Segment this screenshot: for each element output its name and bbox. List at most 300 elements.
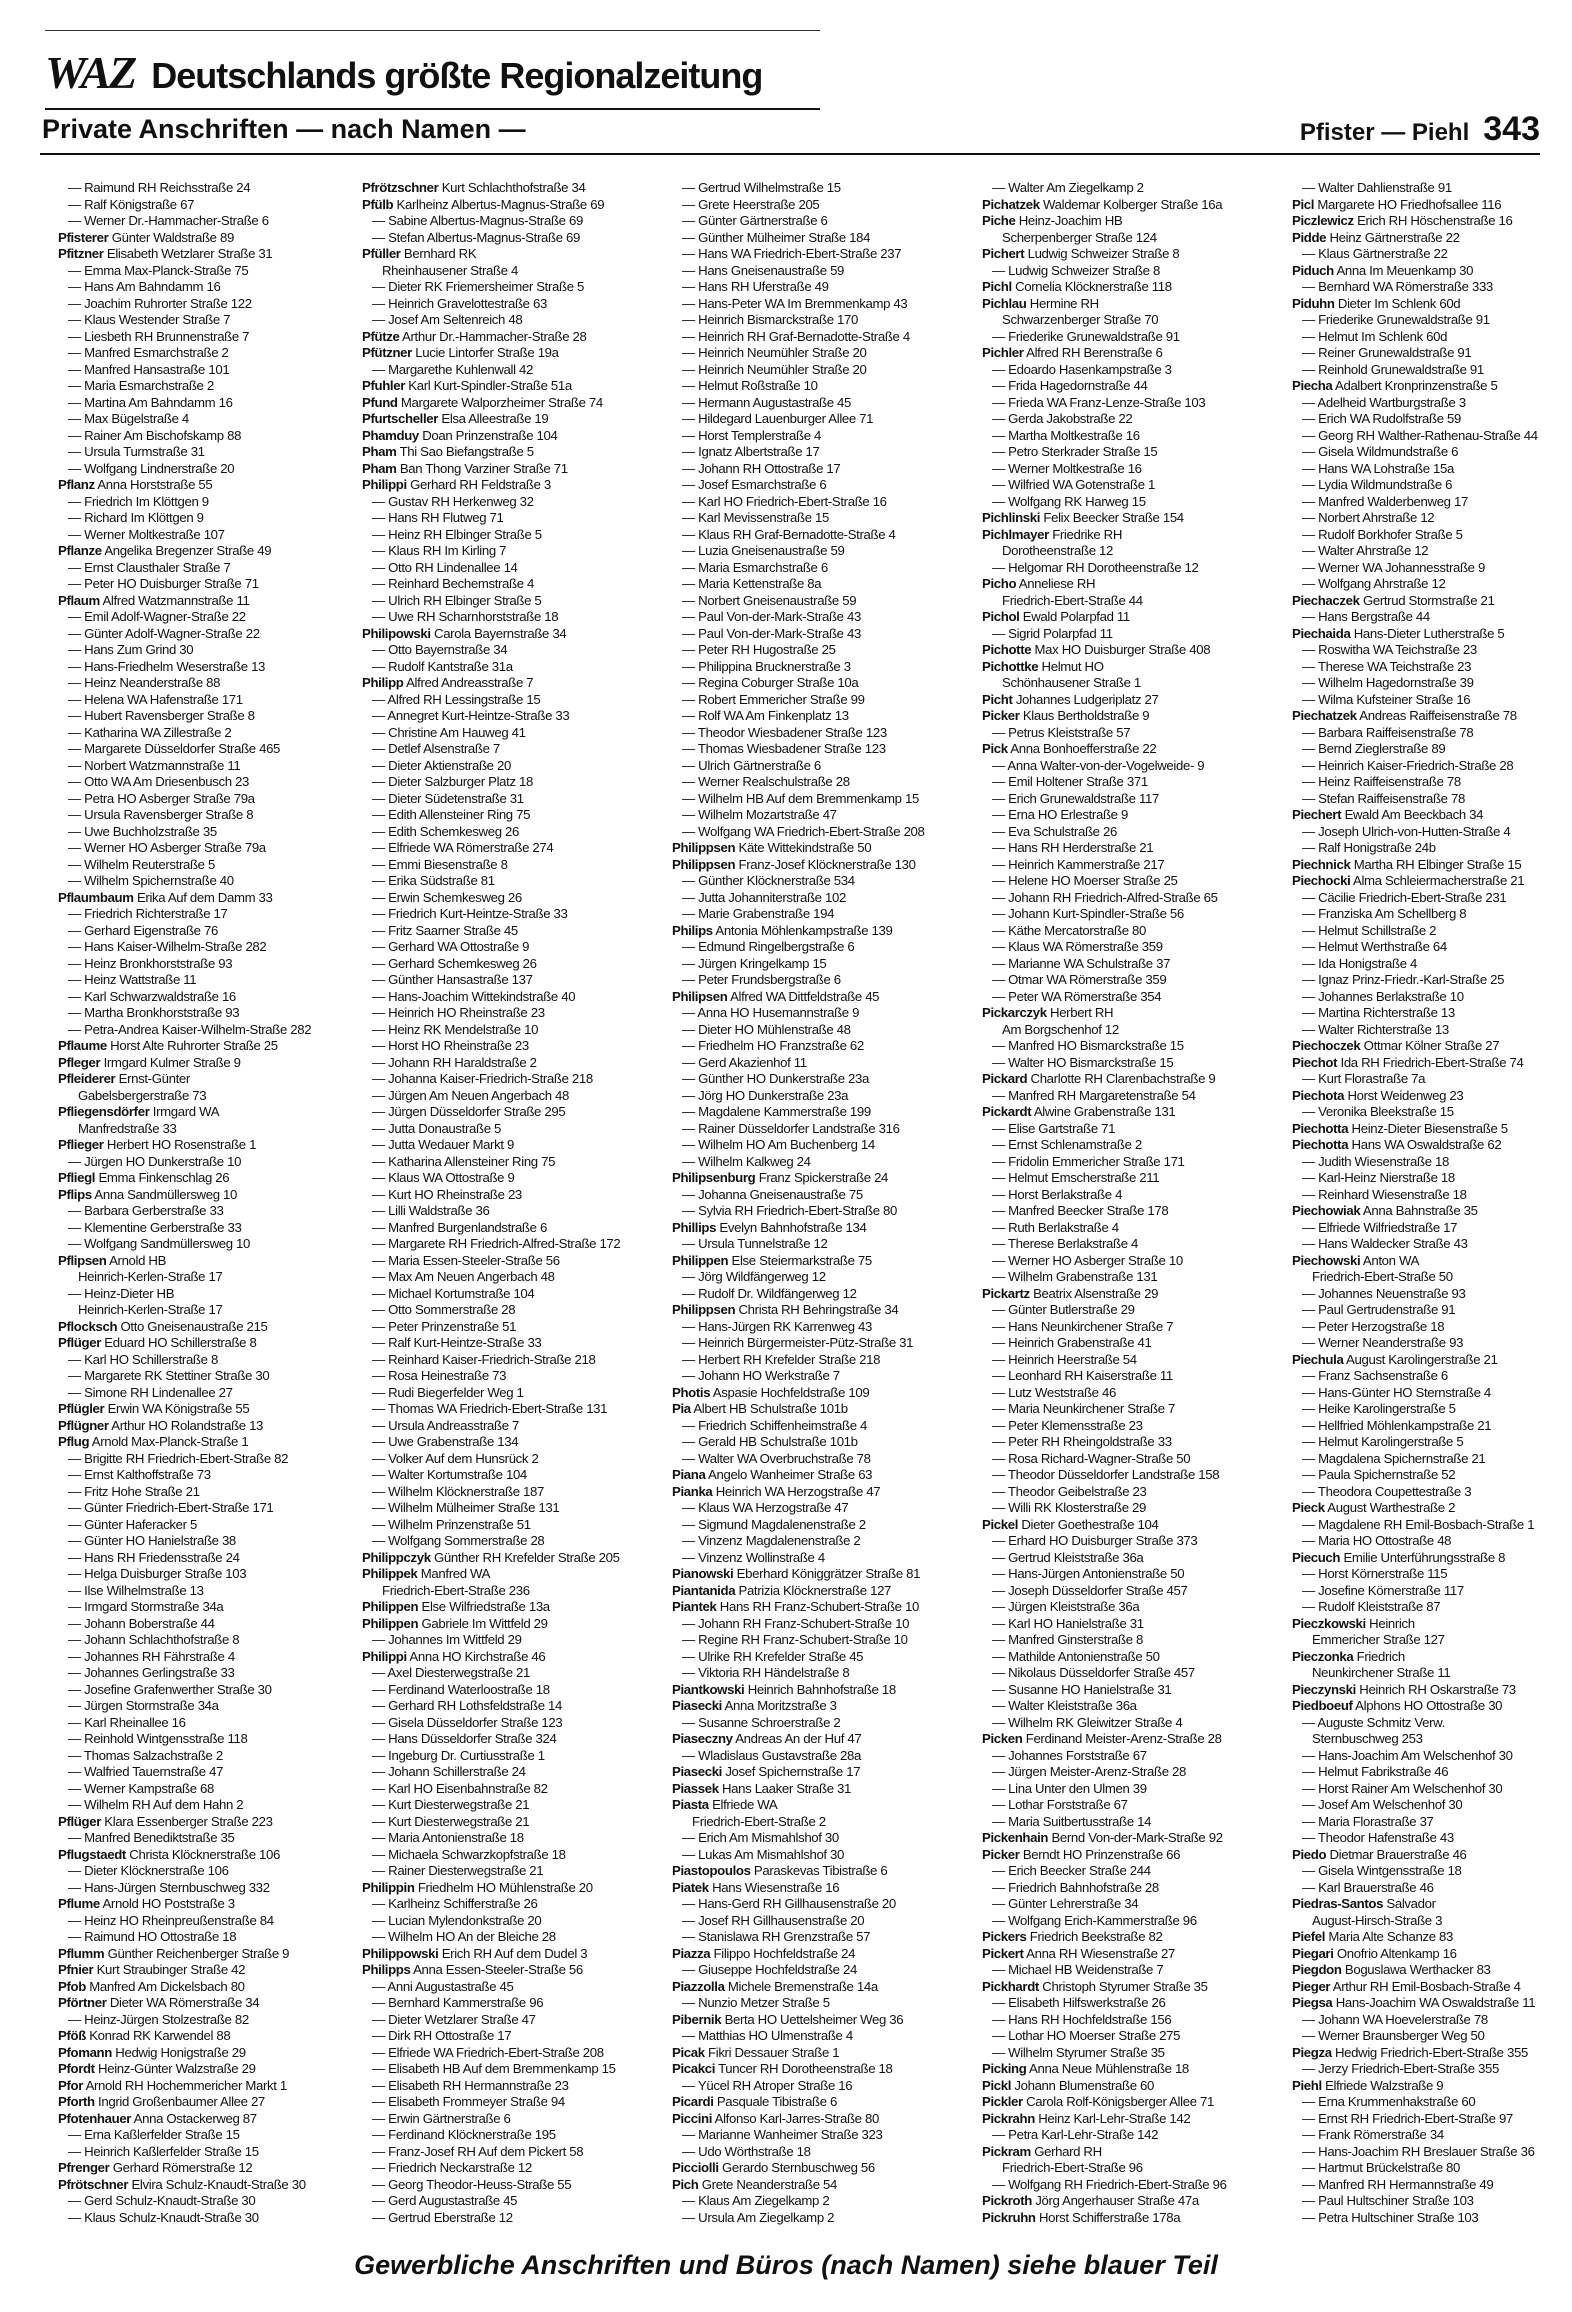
directory-entry: Friedrich-Ebert-Straße 2 [692,1813,826,1829]
directory-entry: — Marie Grabenstraße 194 [682,906,835,921]
directory-entry: — Wilhelm Klöcknerstraße 187 [372,1483,544,1499]
directory-entry: — Joseph Düsseldorfer Straße 457 [992,1582,1188,1598]
directory-entry: — Günther HO Dunkerstraße 23a [682,1071,870,1086]
directory-entry: Picakci Tuncer RH Dorotheenstraße 18 [672,2061,893,2076]
directory-entry: Pfnier Kurt Straubinger Straße 42 [58,1962,246,1977]
directory-entry: — Grete Heerstraße 205 [682,196,820,212]
directory-entry: — Karl Mevissenstraße 15 [682,510,829,525]
directory-entry: — Hans RH Flutweg 71 [372,510,504,525]
directory-entry: Am Borgschenhof 12 [1002,1021,1119,1037]
directory-entry: — Heinz HO Rheinpreußenstraße 84 [68,1912,274,1928]
directory-entry: — Ulrich Gärtnerstraße 6 [682,757,821,773]
directory-entry: — Ursula Ravensberger Straße 8 [68,807,254,822]
directory-entry: — Margarethe Kuhlenwall 42 [372,361,533,377]
directory-entry: Philipsen Alfred WA Dittfeldstraße 45 [672,988,880,1004]
directory-entry: Piatek Hans Wiesenstraße 16 [672,1879,840,1895]
directory-entry: — Rosa Heinestraße 73 [372,1368,507,1383]
directory-entry: — Johann Schillerstraße 24 [372,1764,526,1779]
directory-entry: — Heinrich Heerstraße 54 [992,1351,1137,1367]
directory-entry: — Udo Wörthstraße 18 [682,2143,811,2159]
directory-entry: — Karl Schwarzwaldstraße 16 [68,988,236,1004]
directory-entry: — Jürgen Kringelkamp 15 [682,955,827,971]
directory-entry: Picker Berndt HO Prinzenstraße 66 [982,1846,1181,1862]
directory-entry: — Reinhard Kaiser-Friedrich-Straße 218 [372,1351,596,1367]
directory-entry: — Reinhard Wiesenstraße 18 [1302,1186,1467,1202]
directory-entry: — Günter Haferacker 5 [68,1516,197,1532]
directory-entry: — Heinrich RH Graf-Bernadotte-Straße 4 [682,328,910,344]
directory-entry: — Walter Dahlienstraße 91 [1302,180,1452,195]
directory-entry: Pflips Anna Sandmüllersweg 10 [58,1186,237,1202]
directory-entry: — Bernd Zieglerstraße 89 [1302,741,1446,756]
directory-entry: — Erich WA Rudolfstraße 59 [1302,411,1461,426]
directory-entry: Picking Anna Neue Mühlenstraße 18 [982,2061,1189,2076]
directory-entry: Picker Klaus Bertholdstraße 9 [982,708,1150,723]
directory-entry: — Helmut Werthstraße 64 [1302,939,1447,954]
directory-entry: — Johann RH Franz-Schubert-Straße 10 [682,1615,910,1631]
directory-entry: — Elisabeth RH Hermannstraße 23 [372,2077,569,2093]
directory-entry: Pichert Ludwig Schweizer Straße 8 [982,246,1180,261]
directory-entry: — Fridolin Emmericher Straße 171 [992,1153,1185,1169]
directory-entry: Pickl Johann Blumenstraße 60 [982,2077,1155,2093]
directory-entry: — Paul Von-der-Mark-Straße 43 [682,625,861,641]
directory-entry: Pham Thi Sao Biefangstraße 5 [362,444,534,459]
directory-entry: Piechotta Hans WA Oswaldstraße 62 [1292,1137,1502,1152]
directory-entry: — Ludwig Schweizer Straße 8 [992,262,1160,278]
directory-entry: Piechota Horst Weidenweg 23 [1292,1087,1464,1103]
directory-entry: — Dieter Wetzlarer Straße 47 [372,2011,536,2027]
newspaper-logo: WAZ [45,47,136,98]
directory-entry: — Heinz RK Mendelstraße 10 [372,1021,539,1037]
directory-entry: — Manfred Walderbenweg 17 [1302,493,1468,509]
directory-entry: — Friedrich Richterstraße 17 [68,906,228,921]
directory-entry: — Horst Berlakstraße 4 [992,1186,1123,1202]
directory-entry: Pfützner Lucie Lintorfer Straße 19a [362,345,559,360]
directory-entry: — Gerhard Eigenstraße 76 [68,922,218,938]
directory-entry: Piedo Dietmar Brauerstraße 46 [1292,1846,1467,1862]
directory-entry: — Yücel RH Atroper Straße 16 [682,2077,853,2093]
directory-entry: Pfütze Arthur Dr.-Hammacher-Straße 28 [362,328,587,344]
directory-entry: — Gertrud Wilhelmstraße 15 [682,180,841,195]
directory-entry: — Nikolaus Düsseldorfer Straße 457 [992,1665,1195,1680]
directory-entry: — Ursula Andreasstraße 7 [372,1417,519,1433]
directory-entry: — Nunzio Metzer Straße 5 [682,1995,830,2010]
directory-entry: Philippin Friedhelm HO Mühlenstraße 20 [362,1879,593,1895]
directory-entry: — Hans WA Lohstraße 15a [1302,460,1454,476]
directory-entry: — Werner Neanderstraße 93 [1302,1335,1464,1350]
directory-entry: — Günter Butlerstraße 29 [992,1302,1135,1317]
directory-entry: Piana Angelo Wanheimer Straße 63 [672,1467,873,1482]
directory-entry: — Dieter Aktienstraße 20 [372,757,511,773]
directory-entry: — Jerzy Friedrich-Ebert-Straße 355 [1302,2061,1499,2076]
directory-entry: — Wolfgang Sommerstraße 28 [372,1533,545,1548]
directory-entry: — Katharina WA Zillestraße 2 [68,724,232,740]
directory-entry: — Heinz Neanderstraße 88 [68,675,221,690]
directory-entry: — Joseph Ulrich-von-Hutten-Straße 4 [1302,823,1511,839]
directory-entry: Pfund Margarete Walporzheimer Straße 74 [362,394,603,410]
directory-entry: — Peter Prinzenstraße 51 [372,1318,517,1334]
directory-entry: Friedrich-Ebert-Straße 96 [1002,2160,1143,2175]
directory-entry: — Johann HO Werkstraße 7 [682,1368,840,1383]
directory-entry: — Manfred Ginsterstraße 8 [992,1632,1144,1647]
directory-entry: Pflaume Horst Alte Ruhrorter Straße 25 [58,1038,278,1053]
directory-entry: — Annegret Kurt-Heintze-Straße 33 [372,708,570,723]
directory-entry: — Hans Bergstraße 44 [1302,609,1430,624]
directory-entry: — Ruth Berlakstraße 4 [992,1219,1119,1235]
directory-entry: — Maria Kettenstraße 8a [682,576,822,591]
directory-entry: — Josefine Körnerstraße 117 [1302,1582,1464,1598]
directory-entry: — Frieda WA Franz-Lenze-Straße 103 [992,394,1206,410]
directory-entry: Piechatzek Andreas Raiffeisenstraße 78 [1292,708,1517,723]
directory-entry: — Heinrich HO Rheinstraße 23 [372,1005,545,1020]
directory-entry: Pfliegensdörfer Irmgard WA [58,1104,220,1119]
directory-entry: — Paul Hultschiner Straße 103 [1302,2193,1474,2208]
directory-entry: — Elise Gartstraße 71 [992,1120,1116,1136]
directory-entry: — Walter WA Overbruchstraße 78 [682,1450,871,1466]
directory-entry: — Hans RH Hochfeldstraße 156 [992,2011,1172,2027]
directory-columns [40,180,1540,2230]
directory-entry: — Gerald HB Schulstraße 101b [682,1434,858,1449]
directory-entry: — Erna Krummenhakstraße 60 [1302,2094,1476,2109]
directory-entry: Philippi Gerhard RH Feldstraße 3 [362,477,551,492]
directory-entry: — Ernst Kalthoffstraße 73 [68,1467,211,1482]
directory-entry: — Ursula Am Ziegelkamp 2 [682,2209,835,2225]
directory-entry: — Horst HO Rheinstraße 23 [372,1038,529,1053]
directory-entry: — Ernst RH Friedrich-Ebert-Straße 97 [1302,2110,1513,2126]
directory-entry: — Lothar HO Moerser Straße 275 [992,2028,1181,2043]
directory-entry: Pham Ban Thong Varziner Straße 71 [362,460,568,476]
directory-entry: — Anni Augustastraße 45 [372,1978,514,1994]
directory-entry: — Heinz-Jürgen Stolzestraße 82 [68,2011,249,2027]
directory-entry: — Horst Templerstraße 4 [682,427,822,443]
directory-entry: — Walter Am Ziegelkamp 2 [992,180,1144,195]
directory-entry: — Helmut Schillstraße 2 [1302,922,1437,938]
directory-entry: — Elisabeth Hilfswerkstraße 26 [992,1995,1166,2010]
directory-entry: — Ignaz Prinz-Friedr.-Karl-Straße 25 [1302,972,1505,987]
directory-entry: Pickers Friedrich Beekstraße 82 [982,1929,1163,1944]
directory-entry: — Manfred Benediktstraße 35 [68,1830,235,1845]
directory-entry: — Rainer Diesterwegstraße 21 [372,1863,544,1878]
directory-entry: — Klaus RH Im Kirling 7 [372,543,507,558]
directory-entry: — Wolfgang RH Friedrich-Ebert-Straße 96 [992,2176,1227,2192]
directory-entry: — Emma Max-Planck-Straße 75 [68,262,249,278]
directory-entry: — Jutta Johanniterstraße 102 [682,889,846,905]
directory-entry: — Otto RH Lindenallee 14 [372,559,518,575]
directory-entry: — Jürgen Kleiststraße 36a [992,1599,1140,1614]
directory-entry: — Jörg Wildfängerweg 12 [682,1269,826,1284]
directory-entry: Pfrenger Gerhard Römerstraße 12 [58,2160,253,2175]
section-title: Private Anschriften — nach Namen — [42,114,526,144]
directory-entry: — Edith Allensteiner Ring 75 [372,807,531,822]
directory-entry: — Hildegard Lauenburger Allee 71 [682,411,874,426]
directory-entry: Pflaumbaum Erika Auf dem Damm 33 [58,889,273,905]
directory-entry: — Helmut Im Schlenk 60d [1302,328,1448,344]
directory-entry: Pickroth Jörg Angerhauser Straße 47a [982,2193,1199,2208]
directory-entry: — Heinz Bronkhorststraße 93 [68,955,233,971]
directory-entry: — Helmut Emscherstraße 211 [992,1170,1160,1185]
directory-entry: Philipp Alfred Andreasstraße 7 [362,675,534,690]
directory-entry: — Wilhelm Styrumer Straße 35 [992,2044,1165,2060]
directory-entry: — Rosa Richard-Wagner-Straße 50 [992,1450,1191,1466]
directory-entry: — Klaus RH Graf-Bernadotte-Straße 4 [682,526,896,542]
directory-entry: — Elisabeth Frommeyer Straße 94 [372,2094,565,2109]
directory-entry: — Ernst Schlenamstraße 2 [992,1137,1142,1152]
directory-entry: — Joachim Ruhrorter Straße 122 [68,295,252,311]
directory-entry: — Uwe RH Scharnhorststraße 18 [372,609,559,624]
directory-entry: — Simone RH Lindenallee 27 [68,1384,233,1400]
directory-entry: Pichlmayer Friedrike RH [982,526,1122,542]
directory-entry: — Karlheinz Schifferstraße 26 [372,1896,538,1911]
directory-entry: — Heinz-Dieter HB [68,1285,175,1301]
directory-entry: — Axel Diesterwegstraße 21 [372,1665,531,1680]
directory-entry: — Reinhold Grunewaldstraße 91 [1302,361,1484,377]
directory-entry: — Heinrich Neumühler Straße 20 [682,361,867,377]
directory-entry: — Rudolf Kleiststraße 87 [1302,1599,1441,1614]
directory-entry: — Josefine Grafenwerther Straße 30 [68,1681,272,1697]
directory-entry: — Hans-Joachim Wittekindstraße 40 [372,988,576,1004]
directory-entry: — Wilhelm Spichernstraße 40 [68,873,234,888]
directory-entry: Pfüller Bernhard RK [362,246,477,261]
directory-entry: — Frank Römerstraße 34 [1302,2127,1444,2142]
directory-entry: — Klaus Westender Straße 7 [68,312,231,327]
directory-column-3 [672,180,982,2230]
directory-entry: — Peter Frundsbergstraße 6 [682,972,841,987]
directory-entry: — Martha Bronkhorststraße 93 [68,1005,240,1020]
directory-entry: — Petro Sterkrader Straße 15 [992,444,1158,459]
directory-entry: — Herbert RH Krefelder Straße 218 [682,1351,881,1367]
directory-entry: — Wilma Kufsteiner Straße 16 [1302,691,1471,707]
directory-entry: — Martina Am Bahndamm 16 [68,394,233,410]
directory-entry: — Werner Braunsberger Weg 50 [1302,2028,1485,2043]
directory-entry: — Margarete Düsseldorfer Straße 465 [68,741,281,756]
directory-entry: — Fritz Hohe Straße 21 [68,1483,200,1499]
directory-entry: Piechocki Alma Schleiermacherstraße 21 [1292,873,1525,888]
directory-entry: — Reinhard Bechemstraße 4 [372,576,535,591]
directory-entry: — Klaus WA Ottostraße 9 [372,1170,515,1185]
directory-entry: Scherpenberger Straße 124 [1002,229,1157,245]
directory-entry: — Vinzenz Magdalenenstraße 2 [682,1533,861,1548]
directory-entry: Piecuch Emilie Unterführungsstraße 8 [1292,1549,1506,1565]
directory-entry: — Alfred RH Lessingstraße 15 [372,691,541,707]
directory-entry: — Maria Essen-Steeler-Straße 56 [372,1252,560,1268]
directory-entry: — Hellfried Möhlenkampstraße 21 [1302,1417,1492,1433]
directory-entry: — Edmund Ringelbergstraße 6 [682,939,855,954]
directory-entry: — Kurt Diesterwegstraße 21 [372,1797,530,1812]
directory-entry: — Ingeburg Dr. Curtiusstraße 1 [372,1747,545,1763]
directory-entry: — Peter Herzogstraße 18 [1302,1318,1445,1334]
directory-entry: — Erich Beecker Straße 244 [992,1863,1151,1878]
directory-entry: — Judith Wiesenstraße 18 [1302,1153,1449,1169]
directory-entry: — Klaus Gärtnerstraße 22 [1302,246,1448,261]
directory-entry: Piechoczek Ottmar Kölner Straße 27 [1292,1038,1500,1053]
directory-entry: — Johannes Neuenstraße 93 [1302,1285,1466,1301]
directory-entry: Pichotte Max HO Duisburger Straße 408 [982,642,1211,657]
directory-entry: — Walfried Tauernstraße 47 [68,1764,224,1779]
directory-entry: — Günther Klöcknerstraße 534 [682,873,855,888]
directory-entry: — Dieter HO Mühlenstraße 48 [682,1021,851,1037]
directory-entry: — Roswitha WA Teichstraße 23 [1302,642,1477,657]
directory-entry: — Gertrud Eberstraße 12 [372,2209,513,2225]
directory-entry: — Heike Karolingerstraße 5 [1302,1401,1456,1416]
directory-entry: — Edoardo Hasenkampstraße 3 [992,361,1172,377]
directory-entry: Pflügner Arthur HO Rolandstraße 13 [58,1417,264,1433]
directory-entry: — Peter WA Römerstraße 354 [992,988,1162,1004]
directory-entry: — Wilhelm HO Am Buchenberg 14 [682,1137,875,1152]
directory-entry: — Heinrich Bürgermeister-Pütz-Straße 31 [682,1335,914,1350]
directory-entry: — Johann Kurt-Spindler-Straße 56 [992,906,1184,921]
directory-entry: — Max Bügelstraße 4 [68,411,189,426]
page-number: 343 [1483,110,1540,148]
directory-entry: Philipsenburg Franz Spickerstraße 24 [672,1170,889,1185]
directory-entry: — Wolfgang Erich-Kammerstraße 96 [992,1912,1197,1928]
directory-entry: Piedras-Santos Salvador [1292,1896,1436,1911]
directory-entry: Rheinhausener Straße 4 [382,262,518,278]
directory-entry: — Wilhelm HB Auf dem Bremmenkamp 15 [682,790,919,806]
directory-entry: — Günter Lehrerstraße 34 [992,1896,1139,1911]
directory-entry: — Emil Adolf-Wagner-Straße 22 [68,609,246,624]
directory-entry: — Ida Honigstraße 4 [1302,955,1418,971]
directory-entry: — Heinz Wattstraße 11 [68,972,197,987]
directory-entry: Piegari Onofrio Altenkamp 16 [1292,1945,1457,1961]
directory-entry: Pflocksch Otto Gneisenaustraße 215 [58,1318,268,1334]
directory-entry: — Max Am Neuen Angerbach 48 [372,1269,555,1284]
directory-entry: — Maria Florastraße 37 [1302,1813,1434,1829]
directory-entry: — Mathilde Antonienstraße 50 [992,1648,1160,1664]
directory-entry: — Gerd Augustastraße 45 [372,2193,518,2208]
directory-entry: — Regina Coburger Straße 10a [682,675,859,690]
directory-entry: Philippczyk Günther RH Krefelder Straße 205 [362,1549,620,1565]
directory-entry: — Hans Düsseldorfer Straße 324 [372,1731,557,1746]
directory-entry: Pickruhn Horst Schifferstraße 178a [982,2209,1181,2225]
directory-entry: — Ulrich RH Elbinger Straße 5 [372,592,542,608]
directory-entry: — Werner HO Asberger Straße 10 [992,1252,1183,1268]
directory-entry: — Günter Friedrich-Ebert-Straße 171 [68,1500,274,1515]
directory-entry: Pförtner Dieter WA Römerstraße 34 [58,1995,260,2010]
directory-entry: — Wilhelm HO An der Bleiche 28 [372,1929,556,1944]
directory-column-1 [58,180,362,2230]
directory-entry: Piechotta Heinz-Dieter Biesenstraße 5 [1292,1120,1508,1136]
directory-entry: — Klaus WA Herzogstraße 47 [682,1500,849,1515]
header-rule [40,153,1540,155]
directory-entry: — Ignatz Albertstraße 17 [682,444,820,459]
directory-entry: — Jürgen HO Dunkerstraße 10 [68,1153,242,1169]
directory-entry: Pichlau Hermine RH [982,295,1099,311]
directory-entry: — Gisela Düsseldorfer Straße 123 [372,1714,563,1730]
directory-entry: Pick Anna Bonhoefferstraße 22 [982,741,1157,756]
directory-entry: Philipps Anna Essen-Steeler-Straße 56 [362,1962,583,1977]
directory-entry: Pfitzner Elisabeth Wetzlarer Straße 31 [58,246,273,261]
directory-entry: Pflanze Angelika Bregenzer Straße 49 [58,543,272,558]
directory-entry: — Raimund RH Reichsstraße 24 [68,180,251,195]
directory-entry: — Horst Körnerstraße 115 [1302,1566,1448,1581]
directory-entry: — Sylvia RH Friedrich-Ebert-Straße 80 [682,1203,897,1218]
directory-entry: Schwarzenberger Straße 70 [1002,312,1159,327]
directory-entry: Pfrötschner Elvira Schulz-Knaudt-Straße 30 [58,2176,306,2192]
directory-entry: — Gisela Wintgensstraße 18 [1302,1863,1462,1878]
directory-entry: — Thomas Wiesbadener Straße 123 [682,741,886,756]
directory-entry: — Johann RH Haraldstraße 2 [372,1054,537,1070]
directory-entry: Piecha Adalbert Kronprinzenstraße 5 [1292,378,1498,393]
directory-entry: — Edith Schemkesweg 26 [372,823,519,839]
directory-entry: — Heinrich Kaiser-Friedrich-Straße 28 [1302,757,1514,773]
directory-entry: — Friedrich Schiffenheimstraße 4 [682,1417,867,1433]
directory-entry: — Werner Moltkestraße 16 [992,460,1142,476]
directory-entry: — Lucian Mylendonkstraße 20 [372,1912,542,1928]
directory-entry: Pickler Carola Rolf-Königsberger Allee 71 [982,2094,1214,2109]
directory-entry: Piedboeuf Alphons HO Ottostraße 30 [1292,1698,1503,1713]
directory-entry: — Thomas WA Friedrich-Ebert-Straße 131 [372,1401,608,1416]
directory-entry: — Manfred Burgenlandstraße 6 [372,1219,547,1235]
directory-entry: — Lutz Weststraße 46 [992,1384,1116,1400]
directory-entry: — Lukas Am Mismahlshof 30 [682,1846,845,1862]
directory-entry: — Wolfgang Sandmüllersweg 10 [68,1236,251,1251]
directory-entry: — Rudolf Borkhofer Straße 5 [1302,526,1463,542]
directory-entry: — Peter RH Hugostraße 25 [682,642,836,657]
directory-entry: — Elfriede WA Römerstraße 274 [372,840,554,855]
directory-entry: — Hans RH Herderstraße 21 [992,840,1154,855]
directory-entry: — Norbert Gneisenaustraße 59 [682,592,857,608]
directory-entry: Philippsen Käte Wittekindstraße 50 [672,840,872,855]
directory-entry: Pickert Anna RH Wiesenstraße 27 [982,1945,1175,1961]
directory-entry: Pickenhain Bernd Von-der-Mark-Straße 92 [982,1830,1223,1845]
directory-entry: — Johannes Berlakstraße 10 [1302,988,1464,1004]
directory-entry: — Elfriede WA Friedrich-Ebert-Straße 208 [372,2044,604,2060]
directory-entry: — Maria Neunkirchener Straße 7 [992,1401,1175,1416]
directory-entry: Philippowski Erich RH Auf dem Dudel 3 [362,1945,588,1961]
directory-entry: — Uwe Buchholzstraße 35 [68,823,217,839]
directory-entry: Piaseczny Andreas An der Huf 47 [672,1731,862,1746]
directory-entry: — Paula Spichernstraße 52 [1302,1467,1456,1482]
directory-entry: — Wilhelm Prinzenstraße 51 [372,1516,531,1532]
directory-entry: Piechert Ewald Am Beeckbach 34 [1292,807,1484,822]
directory-entry: — Hans RH Friedensstraße 24 [68,1549,240,1565]
directory-entry: — Vinzenz Wollinstraße 4 [682,1549,825,1565]
directory-entry: Picken Ferdinand Meister-Arenz-Straße 28 [982,1731,1222,1746]
directory-entry: Pflieger Herbert HO Rosenstraße 1 [58,1137,257,1152]
directory-entry: — Klaus Schulz-Knaudt-Straße 30 [68,2209,259,2225]
directory-entry: — Friedrich Neckarstraße 12 [372,2160,532,2175]
directory-entry: — Jutta Wedauer Markt 9 [372,1137,514,1152]
directory-entry: — Petra Hultschiner Straße 103 [1302,2209,1479,2225]
directory-entry: — Karl HO Schillerstraße 8 [68,1351,218,1367]
directory-entry: Pibernik Berta HO Uettelsheimer Weg 36 [672,2011,904,2027]
directory-entry: Pfotenhauer Anna Ostackerweg 87 [58,2110,257,2126]
directory-entry: Philippi Anna HO Kirchstraße 46 [362,1648,546,1664]
directory-entry: — Hans Kaiser-Wilhelm-Straße 282 [68,939,267,954]
directory-column-5 [1292,180,1540,2230]
directory-entry: Pidde Heinz Gärtnerstraße 22 [1292,229,1460,245]
directory-entry: Pflaum Alfred Watzmannstraße 11 [58,592,250,608]
directory-entry: Dorotheenstraße 12 [1002,543,1113,558]
directory-entry: Piasecki Josef Spichernstraße 17 [672,1764,861,1779]
directory-entry: — Johanna Kaiser-Friedrich-Straße 218 [372,1071,593,1086]
directory-entry: — Rudolf Dr. Wildfängerweg 12 [682,1285,857,1301]
directory-entry: — Erika Südstraße 81 [372,873,495,888]
directory-entry: — Karl HO Hanielstraße 31 [992,1615,1144,1631]
directory-entry: Piccini Alfonso Karl-Jarres-Straße 80 [672,2110,879,2126]
directory-entry: — Rainer Düsseldorfer Landstraße 316 [682,1120,900,1136]
directory-entry: — Anna HO Husemannstraße 9 [682,1005,860,1020]
directory-entry: — Michaela Schwarzkopfstraße 18 [372,1846,566,1862]
directory-entry: — Margarete RK Stettiner Straße 30 [68,1368,270,1383]
directory-entry: — Erwin Gärtnerstraße 6 [372,2110,511,2126]
directory-entry: — Hubert Ravensberger Straße 8 [68,708,255,723]
directory-entry: — Adelheid Wartburgstraße 3 [1302,394,1466,410]
directory-entry: — Paul Gertrudenstraße 91 [1302,1302,1456,1317]
directory-entry: Piechowski Anton WA [1292,1252,1420,1268]
directory-entry: Pichlinski Felix Beecker Straße 154 [982,510,1184,525]
directory-entry: — Hans-Jürgen RK Karrenweg 43 [682,1318,872,1334]
directory-entry: — Fritz Saarner Straße 45 [372,922,518,938]
